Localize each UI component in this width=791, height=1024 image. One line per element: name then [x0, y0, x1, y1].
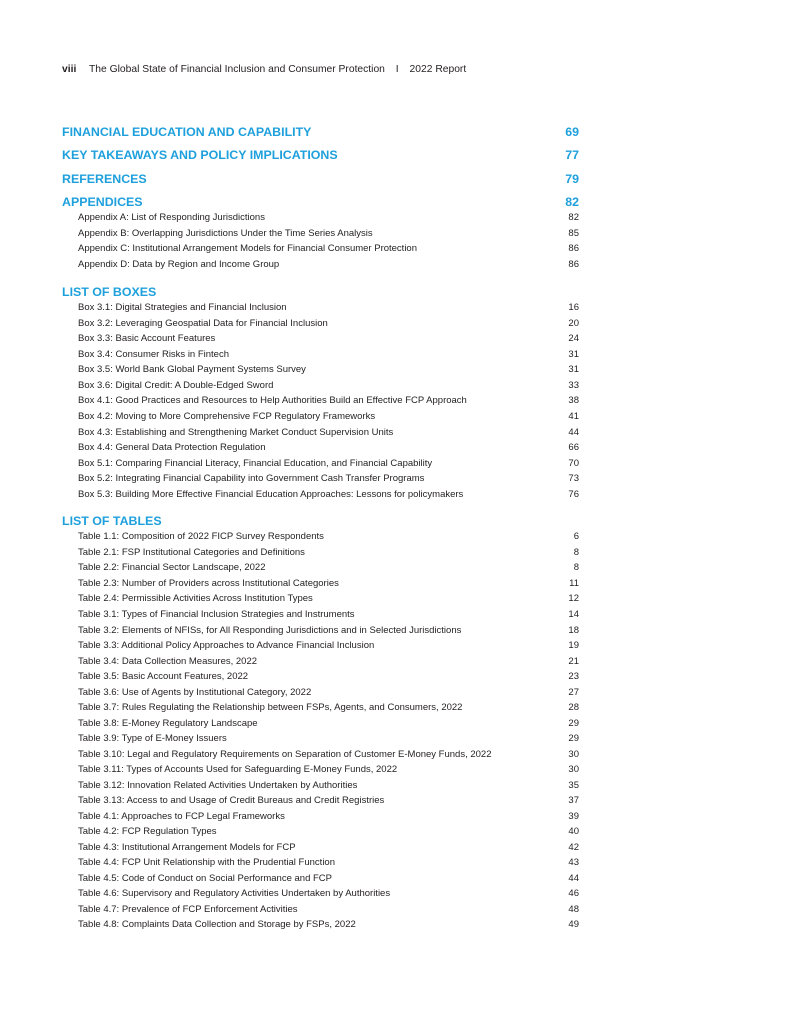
- report-year: 2022 Report: [409, 64, 467, 75]
- toc-entry-title: Table 2.3: Number of Providers across Institutional Categories: [78, 578, 339, 589]
- toc-entry-table[interactable]: [78, 638, 579, 653]
- toc-heading-title: FINANCIAL EDUCATION AND CAPABILITY: [62, 125, 312, 139]
- toc-entry-title: Box 3.4: Consumer Risks in Fintech: [78, 349, 230, 360]
- toc-entry-title: Box 4.2: Moving to More Comprehensive FCP Regulatory Frameworks: [78, 411, 376, 422]
- toc-entry-table[interactable]: [78, 902, 579, 917]
- toc-heading-title: APPENDICES: [62, 195, 143, 209]
- toc-heading-title: KEY TAKEAWAYS AND POLICY IMPLICATIONS: [62, 148, 338, 162]
- toc-entry-page: 70: [568, 458, 579, 469]
- toc-entry-table[interactable]: [78, 669, 579, 684]
- toc-entry-table[interactable]: [78, 778, 579, 793]
- toc-entry-page: 14: [568, 609, 579, 620]
- toc-heading-title: LIST OF BOXES: [62, 285, 157, 299]
- toc-entry-title: Table 3.12: Innovation Related Activities Undertaken by Authorities: [78, 780, 358, 791]
- toc-entry-page: 44: [568, 427, 579, 438]
- toc-heading-title: LIST OF TABLES: [62, 514, 162, 528]
- toc-entry-title: Table 4.5: Code of Conduct on Social Performance and FCP: [78, 873, 333, 884]
- toc-entry-box[interactable]: [78, 425, 579, 440]
- toc-entry-title: Table 3.7: Rules Regulating the Relationship between FSPs, Agents, and Consumers, 2022: [78, 702, 463, 713]
- toc-entry-table[interactable]: [78, 560, 579, 575]
- toc-entry-page: 18: [568, 625, 579, 636]
- toc-entry-table[interactable]: [78, 529, 579, 544]
- toc-entry-table[interactable]: [78, 731, 579, 746]
- toc-entry-page: 86: [568, 243, 579, 254]
- toc-entry-title: Table 4.1: Approaches to FCP Legal Frameworks: [78, 811, 285, 822]
- toc-entry-appendix[interactable]: [78, 241, 579, 256]
- toc-heading-list-of-boxes[interactable]: [62, 284, 579, 301]
- toc-entry-box[interactable]: [78, 378, 579, 393]
- toc-entry-title: Table 4.8: Complaints Data Collection and Storage by FSPs, 2022: [78, 919, 356, 930]
- toc-entry-title: Box 3.6: Digital Credit: A Double-Edged Sword: [78, 380, 274, 391]
- toc-entry-page: 30: [568, 764, 579, 775]
- toc-entry-title: Box 5.3: Building More Effective Financial Education Approaches: Lessons for policymakers: [78, 489, 464, 500]
- toc-entry-table[interactable]: [78, 871, 579, 886]
- toc-entry-table[interactable]: [78, 685, 579, 700]
- toc-entry-title: Table 3.8: E-Money Regulatory Landscape: [78, 718, 258, 729]
- toc-entry-title: Table 3.1: Types of Financial Inclusion Strategies and Instruments: [78, 609, 355, 620]
- toc-entry-box[interactable]: [78, 440, 579, 455]
- toc-entry-title: Box 3.5: World Bank Global Payment Systems Survey: [78, 364, 306, 375]
- toc-entry-title: Box 4.3: Establishing and Strengthening Market Conduct Supervision Units: [78, 427, 394, 438]
- toc-heading-page: 79: [565, 172, 579, 186]
- toc-entry-page: 27: [568, 687, 579, 698]
- toc-entry-page: 20: [568, 318, 579, 329]
- toc-entry-table[interactable]: [78, 855, 579, 870]
- toc-entry-title: Table 4.3: Institutional Arrangement Models for FCP: [78, 842, 296, 853]
- toc-entry-title: Table 3.4: Data Collection Measures, 2022: [78, 656, 258, 667]
- toc-entry-table[interactable]: [78, 700, 579, 715]
- toc-entry-table[interactable]: [78, 576, 579, 591]
- toc-heading-title: REFERENCES: [62, 172, 147, 186]
- toc-entry-table[interactable]: [78, 917, 579, 932]
- toc-entry-appendix[interactable]: [78, 210, 579, 225]
- toc-entry-page: 43: [568, 857, 579, 868]
- toc-entry-table[interactable]: [78, 840, 579, 855]
- toc-entry-title: Box 5.2: Integrating Financial Capability into Government Cash Transfer Programs: [78, 473, 425, 484]
- toc-entry-box[interactable]: [78, 331, 579, 346]
- toc-entry-box[interactable]: [78, 409, 579, 424]
- toc-entry-title: Table 3.5: Basic Account Features, 2022: [78, 671, 249, 682]
- toc-entry-page: 76: [568, 489, 579, 500]
- page-number: viii: [62, 64, 77, 75]
- toc-entry-page: 49: [568, 919, 579, 930]
- toc-entry-table[interactable]: [78, 886, 579, 901]
- toc-entry-table[interactable]: [78, 623, 579, 638]
- toc-entry-box[interactable]: [78, 300, 579, 315]
- toc-entry-title: Table 3.10: Legal and Regulatory Requirements on Separation of Customer E-Money Funds, 2022: [78, 749, 492, 760]
- toc-entry-box[interactable]: [78, 347, 579, 362]
- toc-entry-box[interactable]: [78, 471, 579, 486]
- toc-entry-title: Box 3.2: Leveraging Geospatial Data for Financial Inclusion: [78, 318, 328, 329]
- toc-entry-page: 16: [568, 302, 579, 313]
- toc-entry-page: 8: [573, 547, 579, 558]
- toc-entry-box[interactable]: [78, 487, 579, 502]
- toc-entry-page: 35: [568, 780, 579, 791]
- toc-entry-page: 46: [568, 888, 579, 899]
- toc-entry-page: 73: [568, 473, 579, 484]
- toc-entry-table[interactable]: [78, 654, 579, 669]
- toc-entry-page: 82: [568, 212, 579, 223]
- toc-heading-appendices[interactable]: [62, 194, 579, 211]
- toc-entry-page: 41: [568, 411, 579, 422]
- toc-entry-title: Box 3.1: Digital Strategies and Financial Inclusion: [78, 302, 287, 313]
- toc-entry-table[interactable]: [78, 793, 579, 808]
- toc-entry-table[interactable]: [78, 747, 579, 762]
- toc-entry-title: Table 2.4: Permissible Activities Across Institution Types: [78, 593, 313, 604]
- toc-entry-title: Table 3.13: Access to and Usage of Credit Bureaus and Credit Registries: [78, 795, 385, 806]
- toc-heading-page: 69: [565, 125, 579, 139]
- toc-entry-title: Table 4.7: Prevalence of FCP Enforcement Activities: [78, 904, 298, 915]
- toc-entry-page: 86: [568, 259, 579, 270]
- toc-entry-page: 37: [568, 795, 579, 806]
- toc-entry-box[interactable]: [78, 456, 579, 471]
- toc-entry-title: Appendix B: Overlapping Jurisdictions Under the Time Series Analysis: [78, 228, 373, 239]
- toc-entry-page: 12: [568, 593, 579, 604]
- toc-entry-table[interactable]: [78, 607, 579, 622]
- toc-entry-title: Table 3.11: Types of Accounts Used for Safeguarding E-Money Funds, 2022: [78, 764, 398, 775]
- report-title: The Global State of Financial Inclusion and Consumer Protection: [89, 64, 385, 75]
- toc-entry-page: 6: [573, 531, 579, 542]
- toc-entry-title: Table 2.1: FSP Institutional Categories and Definitions: [78, 547, 305, 558]
- toc-entry-title: Box 3.3: Basic Account Features: [78, 333, 216, 344]
- toc-entry-page: 48: [568, 904, 579, 915]
- toc-entry-appendix[interactable]: [78, 257, 579, 272]
- toc-entry-page: 21: [568, 656, 579, 667]
- toc-entry-title: Box 4.4: General Data Protection Regulation: [78, 442, 266, 453]
- toc-entry-page: 66: [568, 442, 579, 453]
- toc-entry-page: 29: [568, 733, 579, 744]
- toc-entry-title: Table 2.2: Financial Sector Landscape, 2022: [78, 562, 266, 573]
- toc-entry-page: 11: [569, 578, 579, 589]
- toc-entry-table[interactable]: [78, 824, 579, 839]
- toc-entry-page: 85: [568, 228, 579, 239]
- toc-entry-title: Table 3.2: Elements of NFISs, for All Responding Jurisdictions and in Selected Jurisdictions: [78, 625, 462, 636]
- toc-entry-title: Box 4.1: Good Practices and Resources to Help Authorities Build an Effective FCP Approach: [78, 395, 467, 406]
- toc-entry-title: Table 3.6: Use of Agents by Institutional Category, 2022: [78, 687, 312, 698]
- toc-entry-table[interactable]: [78, 545, 579, 560]
- header-separator: I: [395, 64, 399, 75]
- toc-entry-title: Table 4.6: Supervisory and Regulatory Activities Undertaken by Authorities: [78, 888, 391, 899]
- toc-entry-page: 42: [568, 842, 579, 853]
- toc-entry-title: Box 5.1: Comparing Financial Literacy, Financial Education, and Financial Capability: [78, 458, 433, 469]
- toc-entry-page: 33: [568, 380, 579, 391]
- toc-entry-table[interactable]: [78, 591, 579, 606]
- toc-entry-title: Appendix C: Institutional Arrangement Models for Financial Consumer Protection: [78, 243, 418, 254]
- toc-heading-list-of-tables[interactable]: [62, 513, 579, 530]
- toc-entry-page: 30: [568, 749, 579, 760]
- toc-heading-financial-education[interactable]: [62, 124, 579, 141]
- toc-entry-page: 8: [573, 562, 579, 573]
- toc-entry-appendix[interactable]: [78, 226, 579, 241]
- toc-entry-page: 29: [568, 718, 579, 729]
- toc-entry-title: Appendix A: List of Responding Jurisdictions: [78, 212, 265, 223]
- toc-heading-page: 77: [565, 148, 579, 162]
- toc-entry-table[interactable]: [78, 809, 579, 824]
- toc-entry-page: 31: [568, 349, 579, 360]
- toc-entry-page: 38: [568, 395, 579, 406]
- toc-heading-key-takeaways[interactable]: [62, 147, 579, 164]
- toc-entry-page: 31: [568, 364, 579, 375]
- toc-entry-title: Appendix D: Data by Region and Income Group: [78, 259, 280, 270]
- toc-heading-references[interactable]: [62, 171, 579, 188]
- toc-entry-box[interactable]: [78, 316, 579, 331]
- toc-entry-page: 40: [568, 826, 579, 837]
- toc-entry-table[interactable]: [78, 762, 579, 777]
- toc-entry-title: Table 4.4: FCP Unit Relationship with the Prudential Function: [78, 857, 335, 868]
- toc-entry-table[interactable]: [78, 716, 579, 731]
- toc-entry-title: Table 3.9: Type of E-Money Issuers: [78, 733, 227, 744]
- toc-entry-title: Table 1.1: Composition of 2022 FICP Survey Respondents: [78, 531, 324, 542]
- toc-entry-page: 23: [568, 671, 579, 682]
- toc-entry-page: 39: [568, 811, 579, 822]
- toc-entry-page: 28: [568, 702, 579, 713]
- toc-entry-page: 44: [568, 873, 579, 884]
- toc-entry-page: 24: [568, 333, 579, 344]
- toc-entry-title: Table 3.3: Additional Policy Approaches to Advance Financial Inclusion: [78, 640, 375, 651]
- toc-entry-page: 19: [568, 640, 579, 651]
- toc-entry-box[interactable]: [78, 393, 579, 408]
- toc-entry-box[interactable]: [78, 362, 579, 377]
- toc-entry-title: Table 4.2: FCP Regulation Types: [78, 826, 217, 837]
- toc-heading-page: 82: [565, 195, 579, 209]
